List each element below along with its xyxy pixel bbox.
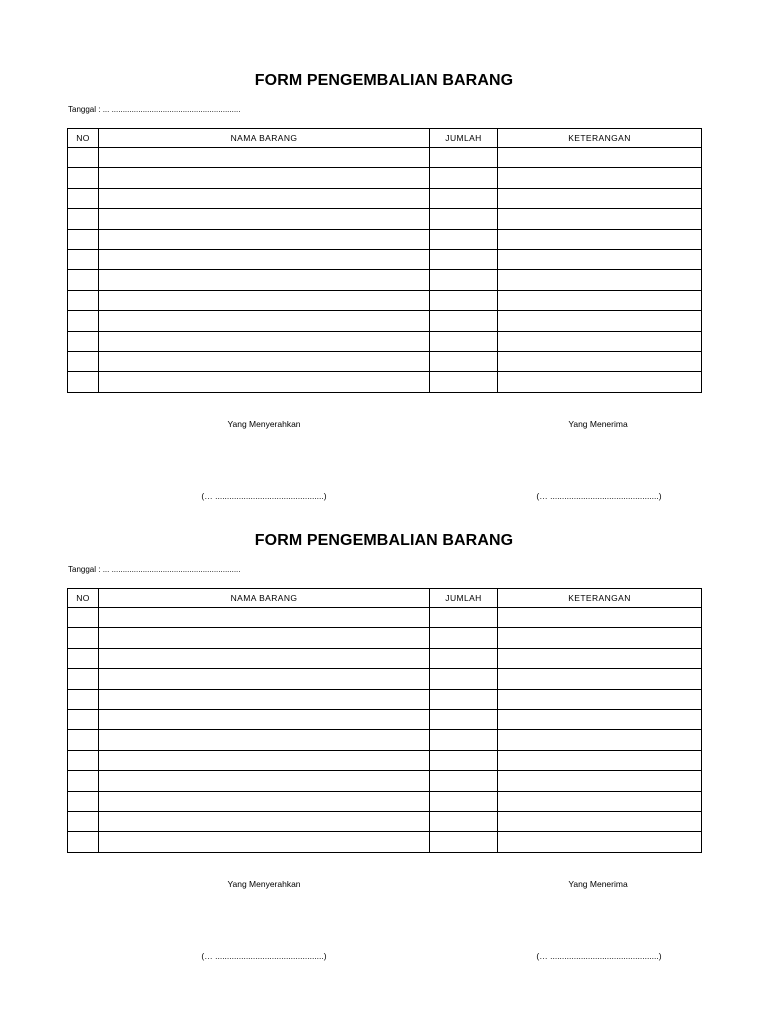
cell-item-name[interactable] (99, 750, 430, 770)
column-header-no: NO (68, 129, 99, 148)
cell-item-name[interactable] (99, 148, 430, 168)
cell-item-name[interactable] (99, 168, 430, 188)
cell-item-name[interactable] (99, 351, 430, 371)
table-row (68, 771, 702, 791)
handover-by-label: Yang Menyerahkan (227, 879, 301, 889)
cell-notes[interactable] (498, 331, 702, 351)
cell-no[interactable] (68, 791, 99, 811)
handover-signature-line[interactable]: (… ..............................................) (201, 951, 327, 961)
handover-signature-line[interactable]: (… ..............................................) (201, 491, 327, 501)
table-row (68, 689, 702, 709)
cell-no[interactable] (68, 709, 99, 729)
cell-no[interactable] (68, 648, 99, 668)
table-row (68, 811, 702, 831)
table-body (68, 608, 702, 853)
cell-no[interactable] (68, 689, 99, 709)
cell-quantity[interactable] (430, 608, 498, 628)
cell-no[interactable] (68, 331, 99, 351)
cell-quantity[interactable] (430, 791, 498, 811)
cell-notes[interactable] (498, 628, 702, 648)
date-field[interactable]: Tanggal : ... .......................................................... (68, 565, 241, 574)
cell-no[interactable] (68, 188, 99, 208)
cell-notes[interactable] (498, 270, 702, 290)
table-row (68, 832, 702, 852)
cell-item-name[interactable] (99, 311, 430, 331)
cell-quantity[interactable] (430, 249, 498, 269)
cell-notes[interactable] (498, 832, 702, 852)
cell-notes[interactable] (498, 648, 702, 668)
cell-quantity[interactable] (430, 689, 498, 709)
cell-item-name[interactable] (99, 270, 430, 290)
cell-notes[interactable] (498, 709, 702, 729)
received-by-label: Yang Menerima (568, 879, 628, 889)
table-header-row (68, 589, 702, 608)
cell-no[interactable] (68, 168, 99, 188)
cell-no[interactable] (68, 249, 99, 269)
items-table (67, 588, 702, 853)
cell-item-name[interactable] (99, 709, 430, 729)
cell-notes[interactable] (498, 168, 702, 188)
cell-notes[interactable] (498, 791, 702, 811)
cell-no[interactable] (68, 209, 99, 229)
cell-notes[interactable] (498, 730, 702, 750)
table-row (68, 669, 702, 689)
cell-no[interactable] (68, 811, 99, 831)
cell-quantity[interactable] (430, 750, 498, 770)
cell-item-name[interactable] (99, 689, 430, 709)
cell-no[interactable] (68, 771, 99, 791)
table-row (68, 311, 702, 331)
cell-quantity[interactable] (430, 331, 498, 351)
cell-item-name[interactable] (99, 249, 430, 269)
receiver-signature-line[interactable]: (… ..............................................) (536, 951, 662, 961)
cell-quantity[interactable] (430, 351, 498, 371)
cell-quantity[interactable] (430, 771, 498, 791)
cell-quantity[interactable] (430, 209, 498, 229)
table-row (68, 148, 702, 168)
column-header-quantity: JUMLAH (430, 589, 498, 608)
table-row (68, 730, 702, 750)
cell-item-name[interactable] (99, 791, 430, 811)
table-row (68, 648, 702, 668)
table-body (68, 148, 702, 393)
cell-quantity[interactable] (430, 148, 498, 168)
cell-notes[interactable] (498, 608, 702, 628)
cell-notes[interactable] (498, 311, 702, 331)
table-row (68, 351, 702, 371)
cell-no[interactable] (68, 730, 99, 750)
cell-item-name[interactable] (99, 832, 430, 852)
cell-quantity[interactable] (430, 229, 498, 249)
cell-notes[interactable] (498, 771, 702, 791)
table-row (68, 791, 702, 811)
received-by-label: Yang Menerima (568, 419, 628, 429)
cell-notes[interactable] (498, 188, 702, 208)
cell-item-name[interactable] (99, 811, 430, 831)
handover-by-label: Yang Menyerahkan (227, 419, 301, 429)
form-title: FORM PENGEMBALIAN BARANG (254, 72, 514, 89)
form-title: FORM PENGEMBALIAN BARANG (254, 532, 514, 549)
date-field[interactable]: Tanggal : ... .......................................................... (68, 105, 241, 114)
table-row (68, 209, 702, 229)
cell-notes[interactable] (498, 689, 702, 709)
table-row (68, 372, 702, 392)
cell-quantity[interactable] (430, 270, 498, 290)
table-row (68, 249, 702, 269)
cell-no[interactable] (68, 351, 99, 371)
cell-quantity[interactable] (430, 168, 498, 188)
cell-notes[interactable] (498, 750, 702, 770)
cell-no[interactable] (68, 290, 99, 310)
cell-notes[interactable] (498, 669, 702, 689)
cell-item-name[interactable] (99, 628, 430, 648)
cell-no[interactable] (68, 750, 99, 770)
cell-notes[interactable] (498, 290, 702, 310)
items-table (67, 128, 702, 393)
cell-notes[interactable] (498, 229, 702, 249)
cell-no[interactable] (68, 628, 99, 648)
receiver-signature-line[interactable]: (… ..............................................) (536, 491, 662, 501)
cell-item-name[interactable] (99, 331, 430, 351)
cell-quantity[interactable] (430, 669, 498, 689)
cell-item-name[interactable] (99, 608, 430, 628)
cell-no[interactable] (68, 270, 99, 290)
cell-no[interactable] (68, 148, 99, 168)
cell-item-name[interactable] (99, 648, 430, 668)
table-row (68, 290, 702, 310)
table-row (68, 270, 702, 290)
cell-item-name[interactable] (99, 730, 430, 750)
cell-notes[interactable] (498, 249, 702, 269)
cell-item-name[interactable] (99, 209, 430, 229)
cell-quantity[interactable] (430, 811, 498, 831)
table-row (68, 628, 702, 648)
cell-quantity[interactable] (430, 372, 498, 392)
cell-item-name[interactable] (99, 372, 430, 392)
cell-quantity[interactable] (430, 648, 498, 668)
cell-quantity[interactable] (430, 832, 498, 852)
cell-quantity[interactable] (430, 311, 498, 331)
table-row (68, 331, 702, 351)
cell-no[interactable] (68, 669, 99, 689)
cell-notes[interactable] (498, 209, 702, 229)
cell-notes[interactable] (498, 372, 702, 392)
cell-item-name[interactable] (99, 290, 430, 310)
cell-item-name[interactable] (99, 188, 430, 208)
column-header-item-name: NAMA BARANG (99, 589, 430, 608)
cell-quantity[interactable] (430, 188, 498, 208)
cell-quantity[interactable] (430, 730, 498, 750)
cell-quantity[interactable] (430, 290, 498, 310)
cell-notes[interactable] (498, 811, 702, 831)
cell-quantity[interactable] (430, 628, 498, 648)
column-header-notes: KETERANGAN (498, 129, 702, 148)
cell-no[interactable] (68, 832, 99, 852)
cell-item-name[interactable] (99, 669, 430, 689)
cell-no[interactable] (68, 608, 99, 628)
column-header-quantity: JUMLAH (430, 129, 498, 148)
table-header-row (68, 129, 702, 148)
table-row (68, 709, 702, 729)
column-header-notes: KETERANGAN (498, 589, 702, 608)
table-row (68, 188, 702, 208)
cell-item-name[interactable] (99, 771, 430, 791)
cell-no[interactable] (68, 372, 99, 392)
column-header-item-name: NAMA BARANG (99, 129, 430, 148)
cell-notes[interactable] (498, 148, 702, 168)
cell-quantity[interactable] (430, 709, 498, 729)
cell-no[interactable] (68, 229, 99, 249)
cell-no[interactable] (68, 311, 99, 331)
cell-item-name[interactable] (99, 229, 430, 249)
cell-notes[interactable] (498, 351, 702, 371)
table-row (68, 608, 702, 628)
table-row (68, 229, 702, 249)
column-header-no: NO (68, 589, 99, 608)
table-row (68, 750, 702, 770)
table-row (68, 168, 702, 188)
